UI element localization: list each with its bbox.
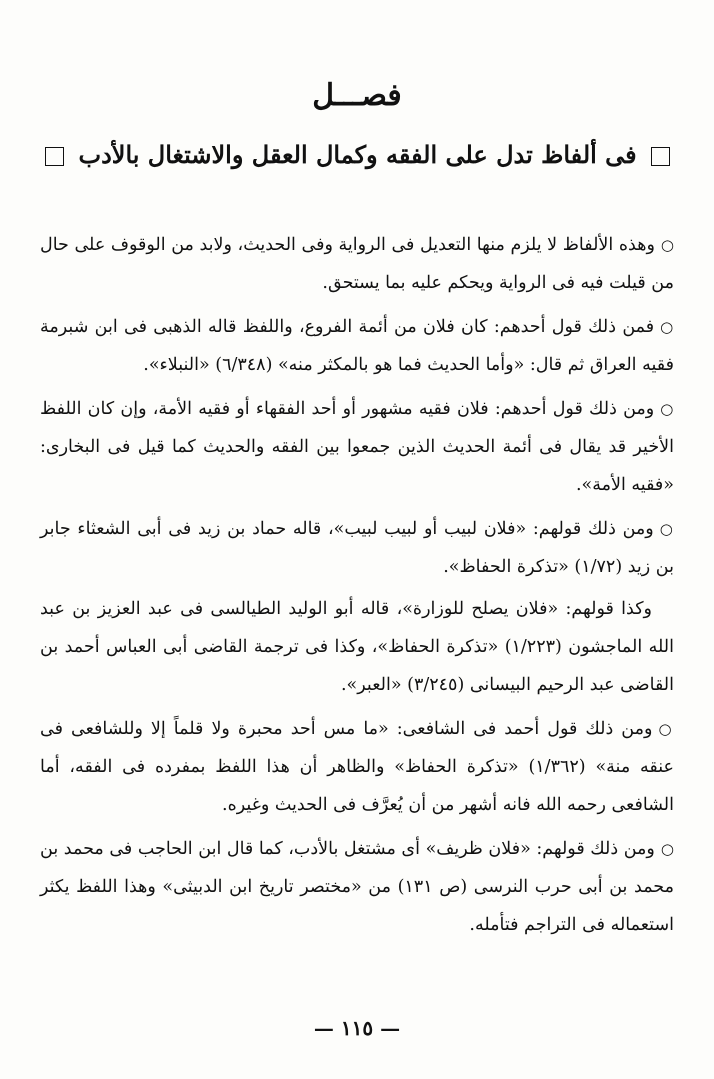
circle-bullet-icon: ○ <box>660 318 674 336</box>
paragraph <box>40 226 674 302</box>
section-subheading <box>78 140 676 169</box>
circle-bullet-icon: ○ <box>659 520 674 538</box>
circle-bullet-icon: ○ <box>658 720 674 738</box>
paragraph <box>40 308 674 384</box>
section-subheading-text: فى ألفاظ تدل على الفقه وكمال العقل والاشتغال بالأدب <box>78 140 637 169</box>
paragraph-text: ومن ذلك قولهم: «فلان ظريف» أى مشتغل بالأدب، كما قال ابن الحاجب فى محمد بن محمد بن أبى حرب النرسى (ص ١٣١) من «مختصر تاريخ ابن الدبيثى» وهذا اللفظ يكثر استعماله فى التراجم فتأمله. <box>40 839 674 935</box>
circle-bullet-icon: ○ <box>660 400 674 418</box>
square-icon <box>45 147 64 166</box>
paragraph <box>40 510 674 586</box>
paragraph <box>40 830 674 944</box>
body-text <box>40 226 674 950</box>
paragraph-text: فمن ذلك قول أحدهم: كان فلان من أئمة الفروع، واللفظ قاله الذهبى فى ابن شبرمة فقيه العراق ثم قال: «وأما الحديث فما هو بالمكثر منه» (٦/٣٤٨) «النبلاء». <box>40 317 674 375</box>
paragraph-text: وهذه الألفاظ لا يلزم منها التعديل فى الرواية وفى الحديث، ولابد من الوقوف على حال من قيلت فيه فى الرواية ويحكم عليه بما يستحق. <box>40 235 674 293</box>
paragraph <box>40 710 674 824</box>
paragraph-text: وكذا قولهم: «فلان يصلح للوزارة»، قاله أبو الوليد الطيالسى فى عبد العزيز بن عبد الله الماجشون (١/٢٢٣) «تذكرة الحفاظ»، وكذا فى ترجمة القاضى أبى العباس أحمد بن القاضى عبد الرحيم البيسانى (٣/٢٤٥) «العبر». <box>40 599 674 695</box>
section-heading <box>0 78 714 113</box>
paragraph <box>40 390 674 504</box>
square-icon <box>651 147 670 166</box>
circle-bullet-icon: ○ <box>660 236 674 254</box>
circle-bullet-icon: ○ <box>660 840 674 858</box>
section-heading-text: فصـــل <box>312 78 402 113</box>
paragraph-text: ومن ذلك قولهم: «فلان لبيب أو لبيب لبيب»، قاله حماد بن زيد فى أبى الشعثاء جابر بن زيد (١/٧٢) «تذكرة الحفاظ». <box>40 519 674 577</box>
paragraph <box>40 590 674 704</box>
paragraph-text: ومن ذلك قول أحدهم: فلان فقيه مشهور أو أحد الفقهاء أو فقيه الأمة، وإن كان اللفظ الأخير قد يقال فى أئمة الحديث الذين جمعوا بين الفقه والحديث كما قيل فى البخارى: «فقيه الأمة». <box>40 399 674 495</box>
page-number: — ١١٥ — <box>313 1016 401 1040</box>
paragraph-text: ومن ذلك قول أحمد فى الشافعى: «ما مس أحد محبرة ولا قلماً إلا وللشافعى فى عنقه منة» (١/٣٦٢) «تذكرة الحفاظ» والظاهر أن هذا اللفظ بمفرده فى الفقه، أما الشافعى رحمه الله فانه أشهر من أن يُعرَّف فى الحديث وغيره. <box>40 719 674 815</box>
